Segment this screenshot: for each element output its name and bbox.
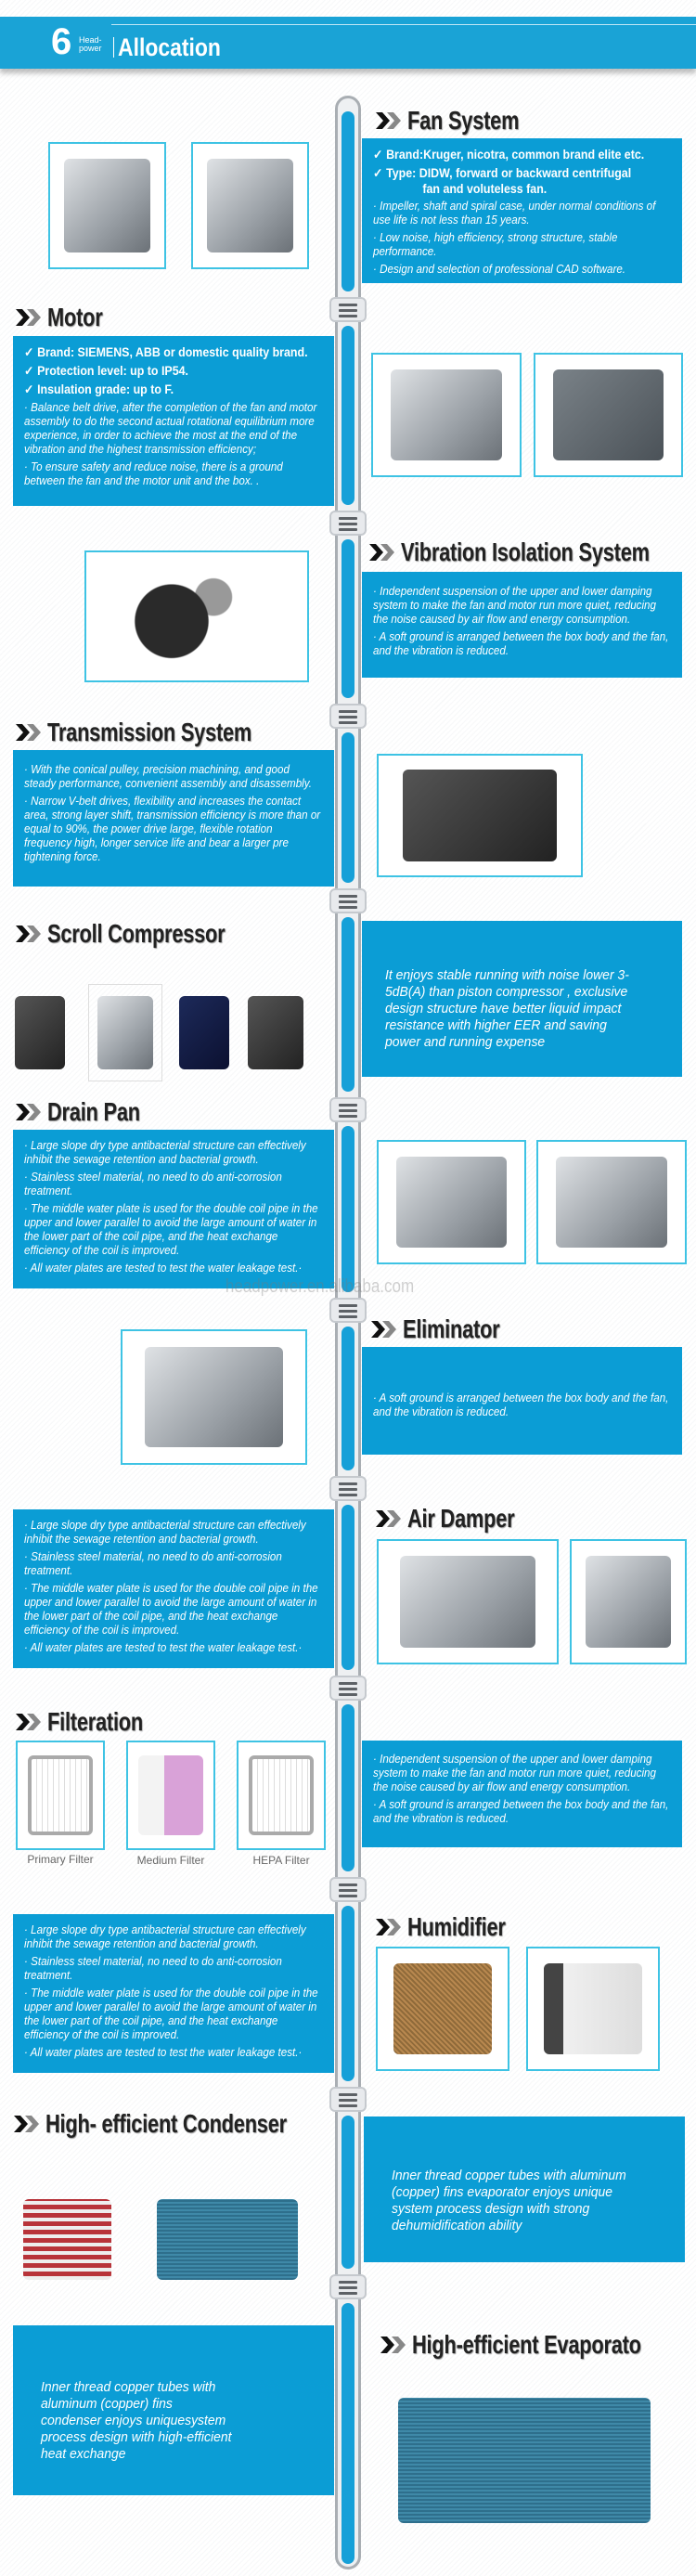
air-damper-title: Air Damper: [376, 1506, 545, 1532]
drain-pan-image-2: [536, 1140, 687, 1264]
bullet: · Independent suspension of the upper and lower damping system to make the fan and motor run more quiet, reducing the noise caused by air flow and energy consumption.: [373, 585, 656, 626]
timeline-segment: [342, 1327, 354, 1470]
timeline-knob-icon: [329, 1298, 367, 1323]
compressor-image-2: [88, 984, 162, 1081]
bullet: · Independent suspension of the upper and lower damping system to make the fan and motor run more quiet, reducing the noise caused by air flow and energy consumption.: [373, 1753, 656, 1793]
check-item-continued: fan and voluteless fan.: [422, 182, 548, 196]
bullet: · A soft ground is arranged between the box body and the fan, and the vibration is reduced.: [373, 630, 669, 657]
bullet: · All water plates are tested to test the water leakage test.·: [24, 1641, 303, 1654]
air-damper-image-2: [570, 1539, 687, 1664]
check-item: ✓ Protection level: up to IP54.: [24, 364, 188, 378]
timeline-knob-icon: [329, 1676, 367, 1701]
bullet: · All water plates are tested to test the water leakage test.·: [24, 2046, 303, 2059]
air-damper-image-1: [377, 1539, 559, 1664]
bullet: · Impeller, shaft and spiral case, under normal conditions of use life is not less than 15 years.: [373, 200, 656, 227]
bullet: · Large slope dry type antibacterial structure can effectively inhibit the sewage retention and bacterial growth.: [24, 1519, 306, 1546]
chevron-icon: [380, 2335, 408, 2355]
check-item: ✓ Brand:Kruger, nicotra, common brand elite etc.: [373, 148, 645, 162]
bullet: · The middle water plate is used for the double coil pipe in the upper and lower parallel to avoid the large amount of water in the lower part of the coil pipe, and the heat exchange efficiency of the coil is improved.: [24, 1202, 318, 1257]
motor-title: Motor: [16, 304, 118, 330]
chevron-icon: [371, 1319, 399, 1340]
check-item: ✓ Insulation grade: up to F.: [24, 382, 174, 396]
page-title: Allocation: [118, 33, 221, 61]
vibration-box: [362, 572, 682, 678]
motor-box: [13, 336, 334, 506]
timeline-segment: [342, 539, 354, 698]
evaporator-box: [13, 2325, 334, 2495]
bullet: · With the conical pulley, precision machining, and good steady performance, convenient assembly and disassembly.: [24, 763, 312, 790]
description: Inner thread copper tubes with aluminum (copper) fins condenser enjoys uniquesystem process design with high-efficient heat exchange: [41, 2379, 232, 2462]
bullet: · Design and selection of professional CAD software.: [373, 263, 626, 276]
drain-pan-image-1: [377, 1140, 526, 1264]
bullet: · The middle water plate is used for the double coil pipe in the upper and lower parallel to avoid the large amount of water in the lower part of the coil pipe, and the heat exchange efficiency of the coil is improved.: [24, 1582, 318, 1637]
eliminator-title: Eliminator: [371, 1316, 527, 1342]
timeline-segment: [342, 1906, 354, 2081]
chevron-icon: [376, 1508, 404, 1529]
chevron-icon: [16, 307, 44, 328]
primary-filter-image: [16, 1741, 105, 1850]
timeline-knob-icon: [329, 888, 367, 913]
drain-pan-title: Drain Pan: [16, 1099, 166, 1125]
bullet: · Stainless steel material, no need to do anti-corrosion treatment.: [24, 1171, 282, 1197]
section-number: 6: [51, 21, 72, 62]
vibration-image: [84, 550, 309, 682]
header-banner: [0, 17, 696, 69]
drain-pan-box: [13, 1130, 334, 1288]
divider: [113, 37, 114, 58]
compressor-image-3: [172, 984, 237, 1081]
condenser-title: High- efficient Condenser: [14, 2111, 354, 2137]
bullet: · Large slope dry type antibacterial structure can effectively inhibit the sewage retention and bacterial growth.: [24, 1139, 306, 1166]
check-icon: ✓: [373, 148, 383, 162]
chevron-icon: [16, 1712, 44, 1732]
check-item: ✓ Type: DIDW, forward or backward centrifugal: [373, 166, 632, 180]
motor-image-2: [534, 353, 683, 477]
transmission-box: [13, 750, 334, 887]
humidifier-title: Humidifier: [376, 1914, 533, 1940]
timeline-segment: [342, 2116, 354, 2269]
bullet: · All water plates are tested to test the water leakage test.·: [24, 1262, 303, 1275]
filteration-title: Filteration: [16, 1709, 170, 1735]
timeline-knob-icon: [329, 511, 367, 536]
chevron-icon: [16, 924, 44, 944]
eliminator-box: [362, 1347, 682, 1455]
vibration-title: Vibration Isolation System: [369, 539, 696, 565]
timeline-knob-icon: [329, 1476, 367, 1501]
scroll-compressor-box: [362, 921, 682, 1077]
filter-label: Medium Filter: [136, 1854, 205, 1867]
check-icon: ✓: [24, 382, 34, 396]
timeline-knob-icon: [329, 704, 367, 729]
chevron-icon: [369, 542, 397, 563]
banner-line: [111, 24, 696, 25]
bullet: · Low noise, high efficiency, strong structure, stable performance.: [373, 231, 618, 258]
bullet: · Narrow V-belt drives, flexibility and increases the contact area, strong layer shift, transmission efficiency is more than or equal to 90%, the power drive large, flexible rotation frequency high, longer service life and bear a larger pre tightening force.: [24, 795, 321, 863]
condenser-box: [364, 2116, 685, 2262]
timeline-knob-icon: [329, 297, 367, 322]
transmission-title: Transmission System: [16, 719, 309, 745]
check-icon: ✓: [24, 345, 34, 359]
chevron-icon: [16, 722, 44, 743]
description: Inner thread copper tubes with aluminum (copper) fins evaporator enjoys unique system process design with strong dehumidification ability: [392, 2168, 626, 2233]
timeline-segment: [342, 917, 354, 1092]
bullet: · A soft ground is arranged between the box body and the fan, and the vibration is reduced.: [373, 1392, 669, 1418]
chevron-icon: [376, 110, 404, 131]
timeline-segment: [342, 2303, 354, 2564]
fan-image-2: [191, 142, 309, 269]
timeline-segment: [342, 326, 354, 505]
scroll-compressor-title: Scroll Compressor: [16, 921, 275, 947]
chevron-icon: [376, 1917, 404, 1937]
timeline-segment: [342, 732, 354, 883]
fan-system-title: Fan System: [376, 108, 550, 134]
humidifier-image-2: [526, 1947, 660, 2071]
bullet: · A soft ground is arranged between the box body and the fan, and the vibration is reduced.: [373, 1798, 669, 1825]
bullet: · To ensure safety and reduce noise, there is a ground between the fan and the motor unit and the box. .: [24, 460, 283, 487]
check-icon: ✓: [373, 166, 383, 180]
brand-logo-text: Head- power: [79, 35, 102, 53]
timeline-segment: [342, 1704, 354, 1871]
timeline-knob-icon: [329, 1097, 367, 1122]
timeline-knob-icon: [329, 1877, 367, 1902]
transmission-image: [377, 754, 583, 877]
evaporator-image: [390, 2390, 659, 2530]
watermark: headpower.en.alibaba.com: [225, 1276, 415, 1297]
evaporator-title: High-efficient Evaporato: [380, 2332, 696, 2358]
humidifier-image-1: [376, 1947, 509, 2071]
filter-label: HEPA Filter: [252, 1854, 310, 1867]
condenser-image-2: [135, 2186, 320, 2293]
hepa-filter-image: [237, 1741, 326, 1850]
timeline-knob-icon: [329, 2087, 367, 2112]
timeline-knob-icon: [329, 2274, 367, 2299]
chevron-icon: [16, 1102, 44, 1122]
timeline-segment: [342, 1126, 354, 1292]
fan-system-box: [362, 138, 682, 283]
filter-label: Primary Filter: [27, 1853, 94, 1866]
medium-filter-image: [126, 1741, 215, 1850]
air-damper-box: [13, 1509, 334, 1668]
eliminator-image: [121, 1329, 307, 1465]
check-icon: ✓: [24, 364, 34, 378]
filteration-box: [362, 1741, 682, 1847]
timeline-segment: [342, 111, 354, 291]
bullet: · The middle water plate is used for the double coil pipe in the upper and lower parallel to avoid the large amount of water in the lower part of the coil pipe, and the heat exchange efficiency of the coil is improved.: [24, 1987, 318, 2041]
humidifier-box: [13, 1914, 334, 2073]
check-item: ✓ Brand: SIEMENS, ABB or domestic quality brand.: [24, 345, 308, 359]
bullet: · Stainless steel material, no need to do anti-corrosion treatment.: [24, 1955, 282, 1982]
description: It enjoys stable running with noise lower 3-5dB(A) than piston compressor , exclusive design structure have better liquid impact resistance with higher EER and saving power and running expense: [385, 967, 629, 1050]
bullet: · Balance belt drive, after the completion of the fan and motor assembly to do the second actual rotational equilibrium more experience, in order to achieve the most at the end of the vibration and the highest transmission efficiency;: [24, 401, 317, 456]
fan-image-1: [48, 142, 166, 269]
bullet: · Large slope dry type antibacterial structure can effectively inhibit the sewage retention and bacterial growth.: [24, 1923, 306, 1950]
bullet: · Stainless steel material, no need to do anti-corrosion treatment.: [24, 1550, 282, 1577]
motor-image-1: [371, 353, 522, 477]
condenser-image-1: [9, 2186, 125, 2293]
compressor-image-1: [7, 984, 72, 1081]
timeline-segment: [342, 1505, 354, 1670]
chevron-icon: [14, 2114, 42, 2134]
compressor-image-4: [239, 984, 312, 1081]
